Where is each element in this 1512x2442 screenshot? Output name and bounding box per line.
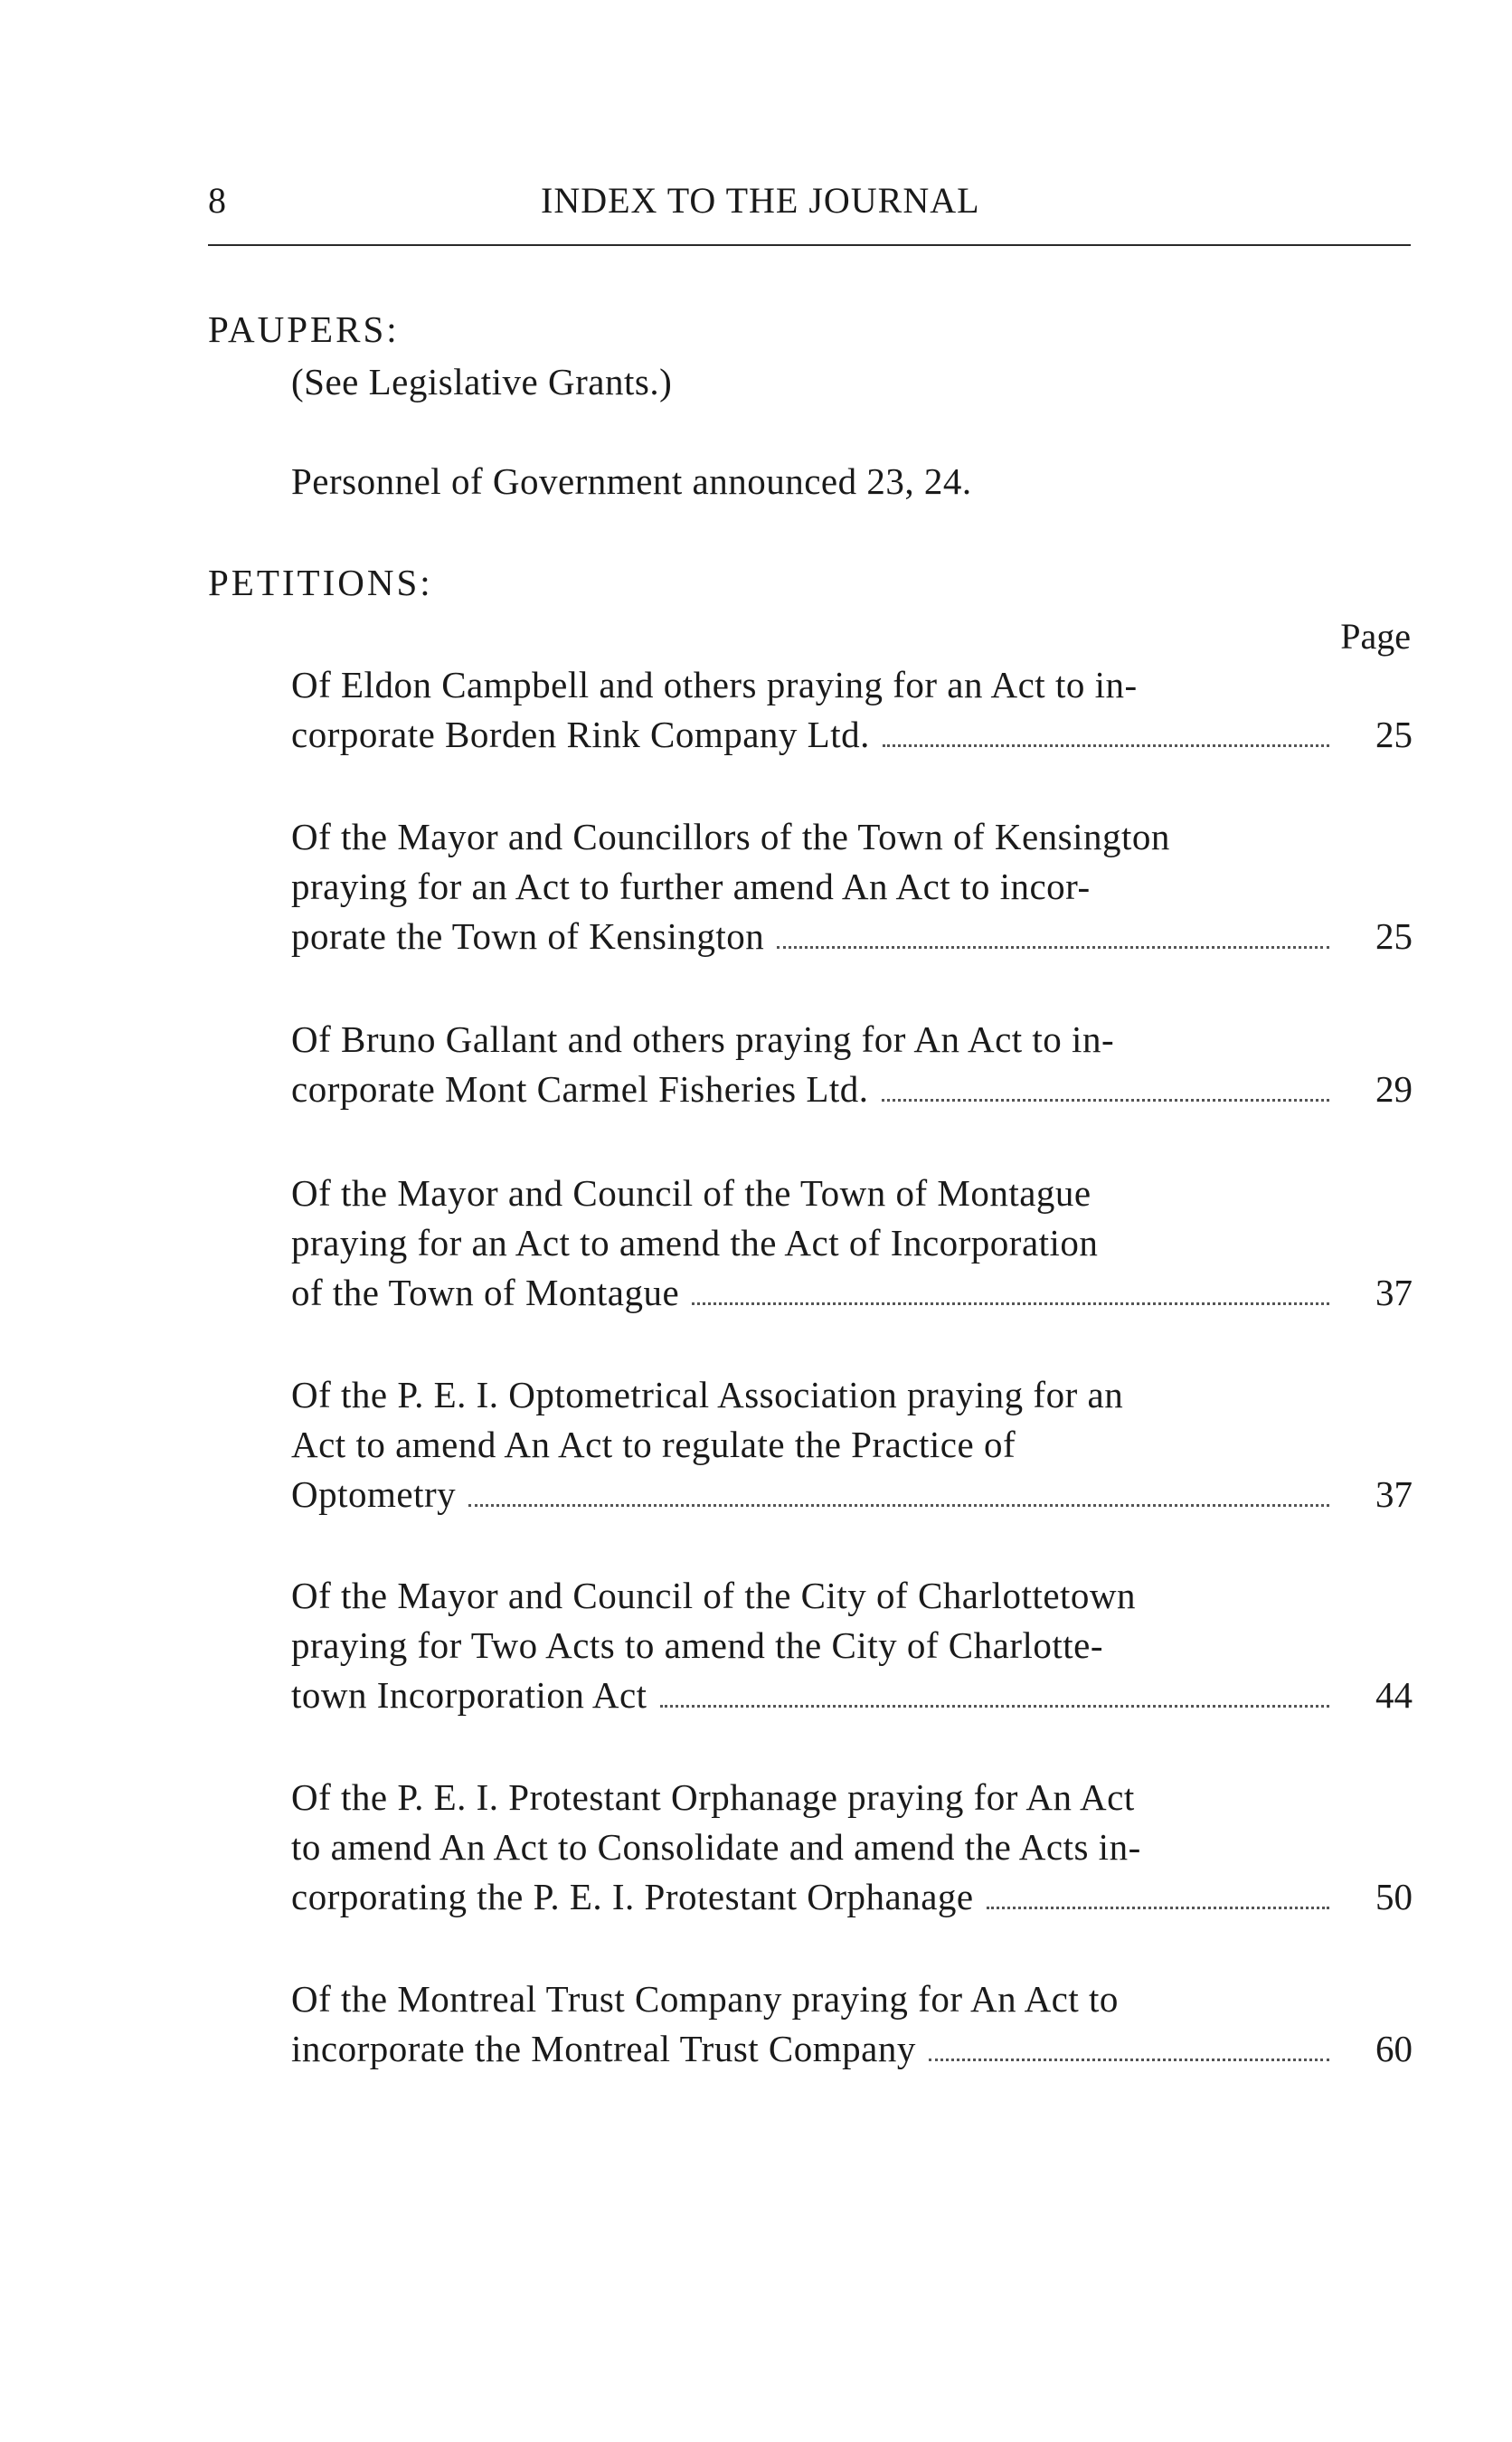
petition-page-number: 60: [1375, 2028, 1413, 2069]
petition-entry-line: Of Eldon Campbell and others praying for an Act to in-: [291, 664, 1138, 705]
petition-entry: [291, 1974, 1413, 2074]
petition-entry: [291, 812, 1413, 961]
page-header: [208, 179, 1384, 233]
dot-leader: [882, 1099, 1329, 1102]
petition-entry: [291, 1169, 1413, 1318]
petition-entry: [291, 1773, 1413, 1922]
petition-entry-last-line: [291, 1671, 1413, 1720]
petition-entry-line: of the Town of Montague: [291, 1272, 680, 1313]
petition-page-number: 25: [1375, 714, 1413, 755]
petition-entry-line: praying for Two Acts to amend the City of Charlotte-: [291, 1624, 1104, 1666]
petition-entry-line: Act to amend An Act to regulate the Practice of: [291, 1424, 1016, 1465]
petition-entry: [291, 1015, 1413, 1114]
petition-entry-line: Optometry: [291, 1473, 457, 1515]
page-column-label: Page: [1340, 616, 1411, 657]
petition-entry-line: praying for an Act to further amend An Act to incor-: [291, 866, 1091, 907]
petition-entry-line: praying for an Act to amend the Act of Incorporation: [291, 1222, 1099, 1264]
dot-leader: [777, 946, 1329, 949]
petition-entry-line: porate the Town of Kensington: [291, 915, 765, 957]
petition-entry-line: corporate Borden Rink Company Ltd.: [291, 714, 870, 755]
dot-leader: [987, 1907, 1329, 1909]
petition-entry-line: town Incorporation Act: [291, 1674, 647, 1716]
petition-entry-last-line: [291, 1470, 1413, 1519]
section-heading-paupers: PAUPERS:: [208, 308, 400, 350]
page-number: 8: [208, 180, 227, 221]
paupers-see-also: (See Legislative Grants.): [291, 361, 673, 402]
petition-page-number: 37: [1375, 1272, 1413, 1313]
petition-page-number: 44: [1375, 1674, 1413, 1716]
petition-entry-last-line: [291, 710, 1413, 760]
petition-entry-line: Of the Montreal Trust Company praying for An Act to: [291, 1978, 1119, 2020]
petition-entry-line: Of Bruno Gallant and others praying for An Act to in-: [291, 1018, 1115, 1060]
petition-entry-line: corporate Mont Carmel Fisheries Ltd.: [291, 1068, 869, 1110]
petition-entry-last-line: [291, 1065, 1413, 1114]
dot-leader: [929, 2059, 1329, 2061]
petition-entry-line: Of the P. E. I. Optometrical Association praying for an: [291, 1374, 1124, 1415]
header-rule: [208, 244, 1411, 246]
petition-page-number: 50: [1375, 1876, 1413, 1917]
petition-entry-line: Of the Mayor and Council of the City of Charlottetown: [291, 1575, 1137, 1616]
personnel-entry: Personnel of Government announced 23, 24.: [291, 460, 972, 502]
petition-entry-line: Of the Mayor and Council of the Town of Montague: [291, 1172, 1091, 1214]
petition-page-number: 29: [1375, 1068, 1413, 1110]
petition-entry-last-line: [291, 1872, 1413, 1922]
petition-entry: [291, 1370, 1413, 1519]
petition-entry-last-line: [291, 1268, 1413, 1318]
petition-entry-last-line: [291, 912, 1413, 961]
petition-entry-line: to amend An Act to Consolidate and amend the Acts in-: [291, 1826, 1141, 1868]
petition-entry-last-line: [291, 2024, 1413, 2074]
petition-entry-line: corporating the P. E. I. Protestant Orphanage: [291, 1876, 974, 1917]
petition-entry-line: incorporate the Montreal Trust Company: [291, 2028, 916, 2069]
running-title: INDEX TO THE JOURNAL: [541, 180, 980, 221]
petition-entry: [291, 1571, 1413, 1720]
dot-leader: [692, 1302, 1329, 1305]
petition-page-number: 37: [1375, 1473, 1413, 1515]
section-heading-petitions: PETITIONS:: [208, 562, 433, 603]
petition-page-number: 25: [1375, 915, 1413, 957]
petition-entry-line: Of the P. E. I. Protestant Orphanage praying for An Act: [291, 1776, 1135, 1818]
petition-entry-line: Of the Mayor and Councillors of the Town of Kensington: [291, 816, 1170, 857]
dot-leader: [468, 1504, 1329, 1507]
petition-entry: [291, 660, 1413, 760]
dot-leader: [660, 1705, 1329, 1708]
dot-leader: [883, 744, 1329, 747]
